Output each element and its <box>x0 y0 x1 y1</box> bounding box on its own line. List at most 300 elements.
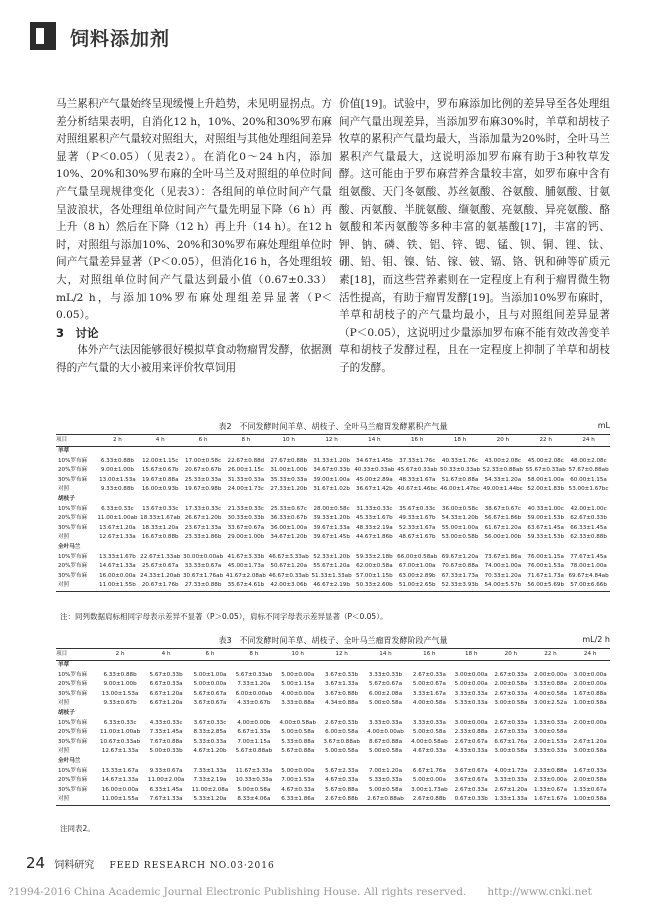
table-row <box>56 680 610 690</box>
row-label: 10%罗布麻 <box>58 719 88 726</box>
table-cell: 4.00±0.58ab <box>411 738 448 745</box>
table-row <box>56 719 610 729</box>
table-cell: 54.33±1.20b <box>441 515 479 522</box>
table-cell: 24.00±1.73c <box>227 486 265 493</box>
table-cell: 3.33±0.33a <box>454 690 488 697</box>
table-cell: 50.67±1.20a <box>270 563 308 570</box>
table-cell: 59.33±1.53b <box>527 534 565 541</box>
journal-name: 饲料研究 <box>54 860 95 871</box>
table-cell: 5.67±0.88a <box>325 786 359 793</box>
table-cell: 6.33±1.45a <box>149 786 183 793</box>
table-cell: 6.33±1.86a <box>276 795 320 805</box>
table-cell: 31.33±1.20b <box>313 457 350 464</box>
table-cell: 26.67±1.20b <box>184 515 222 522</box>
table-cell: 33.67±0.67a <box>227 524 265 531</box>
table-cell: 62.33±0.88b <box>570 534 607 541</box>
table-cell: 3.33±0.88a <box>533 681 567 688</box>
table-cell: 5.67±2.33a <box>325 767 359 774</box>
row-label: 20%罗布麻 <box>58 563 88 570</box>
table-cell: 25.33±0.67c <box>270 505 307 512</box>
table-cell: 52.33±1.20b <box>313 553 350 560</box>
table-cell: 11.67±3.33a <box>235 767 273 774</box>
table3-note: 注同表2。 <box>60 824 95 833</box>
table-cell: 26.00±1.15c <box>227 467 265 474</box>
table-cell: 5.00±0.58a <box>368 700 403 707</box>
copyright-line: ?1994-2016 China Academic Journal Electronic Publishing House. All rights reserved. http://www.cnki.net <box>8 886 592 898</box>
table-cell: 31.33±0.33a <box>227 476 265 483</box>
table-cell: 4.00±0.00b <box>237 719 271 726</box>
table-cell: 16.67±0.88b <box>141 534 179 541</box>
table-cell: 35.67±0.33c <box>399 505 436 512</box>
table-cell: 4.00±0.58a <box>533 690 567 697</box>
table-cell: 28.00±0.58c <box>313 505 350 512</box>
table-cell: 2.67±0.88b <box>320 795 364 805</box>
table-cell: 3.00±0.58a <box>533 729 567 736</box>
table-row <box>56 738 610 748</box>
table-cell: 52.00±1.83b <box>527 486 565 493</box>
table-cell: 51.67±0.88a <box>441 476 479 483</box>
col-header: 14 h <box>353 435 396 447</box>
table-cell: 20.67±0.67b <box>184 467 222 474</box>
table-cell: 5.67±0.88ab <box>235 748 273 755</box>
table-cell: 69.67±4.84ab <box>568 572 609 579</box>
table-cell: 30.33±0.33b <box>227 515 265 522</box>
group-label: 胡枝子 <box>58 495 75 502</box>
table-cell: 2.67±0.88ab <box>364 795 408 805</box>
table-cell: 40.67±1.46bc <box>397 486 438 493</box>
page-number: 24 <box>26 854 46 872</box>
table-cell: 10.33±0.33a <box>235 777 273 784</box>
table-cell: 24.33±1.20ab <box>140 572 181 579</box>
table-cell: 54.33±1.20a <box>484 476 522 483</box>
table-cell: 7.67±0.88a <box>149 738 183 745</box>
table-cell: 69.67±1.20a <box>441 553 479 560</box>
table-cell: 13.00±1.53a <box>99 476 136 483</box>
table-cell: 23.67±1.33a <box>184 524 222 531</box>
col-header: 项目 <box>56 649 96 661</box>
table3-caption: 表3 不同发酵时间羊草、胡枝子、全叶马兰瘤胃发酵阶段产气量 mL/2 h <box>218 635 610 645</box>
table-cell: 5.00±0.00a <box>412 777 446 784</box>
col-header: 20 h <box>491 649 531 661</box>
table-cell: 2.00±0.00a <box>533 671 567 678</box>
col-header: 4 h <box>139 435 182 447</box>
table-cell: 48.33±2.19a <box>356 524 393 531</box>
table-cell: 59.33±2.18b <box>356 553 393 560</box>
table-row <box>56 485 610 495</box>
table-cell: 19.67±0.98b <box>184 486 222 493</box>
table-cell: 9.00±1.00b <box>100 467 134 474</box>
table-cell: 3.67±0.67a <box>454 767 488 774</box>
col-header: 6 h <box>188 649 232 661</box>
table-cell: 45.33±1.67b <box>356 515 393 522</box>
table-cell: 6.67±1.20a <box>149 690 183 697</box>
table-cell: 3.67±0.88b <box>325 690 359 697</box>
table-cell: 31.67±1.02b <box>313 486 350 493</box>
table-cell: 55.67±1.20a <box>313 563 350 570</box>
table-cell: 2.67±0.33a <box>494 719 528 726</box>
table-cell: 33.33±0.67a <box>184 563 222 570</box>
table-cell: 1.67±0.88a <box>573 690 607 697</box>
table-cell: 16.00±0.00a <box>99 572 136 579</box>
table-cell: 5.33±0.33a <box>454 700 488 707</box>
table-cell: 40.33±0.33ab <box>354 467 395 474</box>
table-cell: 7.33±1.20a <box>237 681 271 688</box>
table2-unit: mL <box>597 421 610 430</box>
table-row <box>56 572 610 582</box>
table-cell: 7.00±1.20a <box>368 767 403 774</box>
table-cell: 48.33±1.67a <box>398 476 436 483</box>
table-cell: 8.33±4.06a <box>232 795 276 805</box>
discussion-continued: 价值[19]。试验中，罗布麻添加比例的差异导至各处理组间产气量出现差异，当添加罗布麻30%时，羊草和胡枝子牧草的累积产气量均最大，当添加量为20%时，全叶马兰累积产气量最大，这说明添加罗布麻有助于3种牧草发酵。这可能由于罗布麻营养含量较丰富，如罗布麻中含有组氨酸、天门冬氨酸、苏丝氨酸、谷氨酸、脯氨酸、甘氨酸、丙氨酸、半胱氨酸、缬氨酸、亮氨酸、异亮氨酸、酪氨酸和苯丙氨酸等多种丰富的氨基酸[17]，丰富的钙、钾、钠、磷、铁、铝、锌、锶、锰、钡、铜、锂、钛、硼、铅、钼、镍、钴、镓、铍、镉、铬、钒和砷等矿质元素[18]，而这些营养素则在一定程度上有利于瘤胃微生物活性提高，有助于瘤胃发酵[19]。当添加10%罗布麻时，羊草和胡枝子的产气量均最小，且与对照组间差异显著（P＜0.05），这说明过少量添加罗布麻不能有效改善变羊草和胡枝子发酵过程，且在一定程度上抑制了羊草和胡枝子的发酵。 <box>339 98 610 374</box>
table-cell: 5.67±0.33ab <box>235 671 273 678</box>
table-cell: 13.00±1.53a <box>101 690 139 697</box>
table-cell: 56.00±1.00b <box>484 534 522 541</box>
table-cell: 71.67±1.73a <box>527 572 564 579</box>
table-cell: 48.00±2.08c <box>570 457 607 464</box>
table-cell: 1.33±0.33a <box>533 719 567 726</box>
table-cell: 62.00±0.58a <box>356 563 393 570</box>
table-cell: 43.00±2.08c <box>484 457 521 464</box>
table-cell: 3.33±1.67a <box>412 690 446 697</box>
group-label: 羊草 <box>58 662 70 668</box>
table-cell: 14.67±1.33a <box>101 777 139 784</box>
table-cell: 5.00±0.58a <box>368 748 403 755</box>
table-cell: 70.67±0.88a <box>441 563 479 570</box>
row-label: 对照 <box>58 748 70 755</box>
table-cell: 52.33±1.67a <box>398 524 436 531</box>
table-cell: 39.67±1.33a <box>313 524 350 531</box>
table-row <box>56 795 610 805</box>
table-cell: 4.33±0.33a <box>454 748 488 755</box>
col-header: 24 h <box>570 649 610 661</box>
table-cell: 36.33±0.67b <box>270 515 308 522</box>
table-cell: 10.67±0.33ab <box>100 738 141 745</box>
table-cell: 1.33±1.33a <box>491 795 531 805</box>
table-cell: 57.67±0.88ab <box>568 467 609 474</box>
table-cell: 49.33±1.67b <box>398 515 436 522</box>
table-cell: 6.67±0.33a <box>149 681 183 688</box>
journal-issue: FEED RESEARCH NO.03·2016 <box>109 861 275 871</box>
results-paragraph: 马兰累积产气量始终呈现缓慢上升趋势，未见明显拐点。方差分析结果表明，自消化12 h，10%、20%和30%罗布麻对照组累积产气量较对照组大，对照组与其他处理组间差异显著（P＜0.05）（见表2）。在消化0～24 h内，添加10%、20%和30%罗布麻的全叶马兰及对照组的单位时间产气量呈现规律变化（见表3）：各组间的单位时间产气量呈波浪状，各处理组单位时间产气量先明显下降（6 h）再上升（8 h）然后在下降（12 h）再上升（14 h）。在12 h时，对照组与添加10%、20%和30%罗布麻处理组单位时间产气量差异显著（P＜0.05），但消化16 h，各处理组较大，对照组单位时间产气量达到最小值（0.67±0.33）mL/2 h，与添加10%罗布麻处理组差异显著（P＜0.05）。 <box>56 98 332 322</box>
table-cell: 41.67±3.33b <box>227 553 265 560</box>
table-cell: 53.00±1.67bc <box>568 486 609 493</box>
table-cell: 3.00±0.58a <box>494 748 528 755</box>
table-cell: 17.00±0.58c <box>184 457 222 464</box>
table-cell: 4.00±0.00ab <box>367 729 404 736</box>
table-cell: 5.00±0.00a <box>193 681 227 688</box>
table-cell: 63.67±1.45a <box>527 524 564 531</box>
page-footer <box>26 854 626 872</box>
group-label: 全叶马兰 <box>58 543 81 550</box>
table-cell: 7.00±1.15a <box>237 738 271 745</box>
table-cell: 2.00±0.58a <box>573 777 607 784</box>
table-cell: 3.33±0.33a <box>494 777 528 784</box>
table-cell: 19.67±0.88a <box>141 476 179 483</box>
table-row <box>56 524 610 534</box>
section-title: 饲料添加剂 <box>70 28 171 50</box>
table-cell: 60.00±1.15a <box>570 476 607 483</box>
table-cell: 6.33±0.33c <box>103 719 137 726</box>
row-label: 对照 <box>58 486 70 493</box>
table-cell: 57.00±1.15b <box>356 572 393 579</box>
table-cell: 45.00±2.89a <box>356 476 393 483</box>
table-cell: 9.33±0.67a <box>149 767 183 774</box>
table-cell: 2.67±0.88b <box>407 795 451 805</box>
table-row <box>56 776 610 786</box>
col-header: 14 h <box>364 649 408 661</box>
row-label: 10%罗布麻 <box>58 553 88 560</box>
table-cell: 11.00±2.08a <box>191 786 229 793</box>
row-label: 对照 <box>56 581 96 591</box>
col-header: 22 h <box>531 649 571 661</box>
table-cell: 50.33±0.33ab <box>439 467 481 474</box>
table-cell: 30.67±1.76ab <box>183 572 224 579</box>
table-cell: 18.33±1.67ab <box>140 515 181 522</box>
table-cell: 21.33±0.33c <box>227 505 265 512</box>
col-header: 10 h <box>267 435 310 447</box>
table-cell: 4.00±0.58ab <box>279 719 317 726</box>
table-cell: 5.00±0.67a <box>412 681 446 688</box>
table-cell: 11.00±2.00a <box>147 777 185 784</box>
table-cell: 1.67±0.33a <box>573 767 607 774</box>
row-label: 对照 <box>58 700 70 707</box>
left-column <box>56 96 332 378</box>
table-row <box>56 553 610 563</box>
table-row <box>56 728 610 738</box>
table-cell: 4.67±1.20b <box>193 748 227 755</box>
table-cell: 3.00±0.58a <box>573 748 607 755</box>
table-cell: 3.67±0.67a <box>193 700 227 707</box>
table-cell: 36.00±1.00a <box>270 524 308 531</box>
table-cell: 39.67±1.45b <box>313 534 350 541</box>
row-label: 30%罗布麻 <box>58 786 88 793</box>
table-cell: 4.00±0.58a <box>412 700 446 707</box>
table-cell: 5.33±0.88a <box>281 738 315 745</box>
table-cell: 52.33±3.93b <box>439 581 482 591</box>
row-label: 10%罗布麻 <box>58 457 88 464</box>
row-label: 30%罗布麻 <box>58 476 88 483</box>
table-row <box>56 466 610 476</box>
table2-note: 注：同列数据肩标相同字母表示差异不显著（P＞0.05），肩标不同字母表示差异显著（P＜0.05）。 <box>60 612 388 621</box>
table-cell: 61.67±1.20a <box>484 524 522 531</box>
table-cell: 6.00±0.58a <box>325 729 359 736</box>
table-cell: 51.33±1.33ab <box>311 572 352 579</box>
row-label: 对照 <box>58 534 70 541</box>
table-cell: 9.33±0.67b <box>103 700 137 707</box>
col-header: 18 h <box>439 435 482 447</box>
table-cell: 29.00±1.00b <box>227 534 265 541</box>
table-cell: 3.67±0.67a <box>454 777 488 784</box>
table-cell: 40.33±1.00c <box>527 505 564 512</box>
table-cell: 48.67±1.67b <box>398 534 436 541</box>
row-label: 20%罗布麻 <box>58 729 88 736</box>
col-header: 18 h <box>451 649 491 661</box>
table-cell: 3.33±0.88a <box>281 700 315 707</box>
section-logo-icon <box>30 22 56 50</box>
table-cell: 53.00±0.58b <box>441 534 479 541</box>
col-header: 24 h <box>567 435 610 447</box>
table-cell: 2.67±0.33a <box>454 786 488 793</box>
table-cell: 7.33±1.45a <box>149 729 183 736</box>
table-cell: 30.00±0.00ab <box>183 553 224 560</box>
row-label: 对照 <box>56 795 96 805</box>
table-cell: 9.00±1.00b <box>103 681 137 688</box>
table-cell: 57.00±6.66b <box>567 581 610 591</box>
row-label: 20%罗布麻 <box>58 515 88 522</box>
table-cell: 27.33±1.20b <box>270 486 308 493</box>
table-cell: 5.33±0.33a <box>193 738 227 745</box>
table-cell: 59.00±1.53b <box>527 515 565 522</box>
table-cell: 5.00±0.00a <box>281 767 315 774</box>
table-cell: 2.67±0.33a <box>494 729 528 736</box>
table-cell: 6.00±0.00ab <box>235 690 273 697</box>
table-cell: 41.67±2.08ab <box>225 572 266 579</box>
group-label: 胡枝子 <box>58 709 75 716</box>
table-cell: 40.33±1.76c <box>441 457 479 464</box>
table-cell: 45.00±2.08c <box>527 457 564 464</box>
col-header: 16 h <box>396 435 439 447</box>
table-cell: 46.67±2.19b <box>310 581 353 591</box>
table-cell: 7.00±1.53a <box>281 777 315 784</box>
table-cell: 1.00±0.58a <box>570 795 610 805</box>
table-cell: 13.67±0.33c <box>142 505 179 512</box>
table-cell: 27.67±0.88b <box>270 457 308 464</box>
table-cell: 46.00±1.47bc <box>440 486 480 493</box>
table-cell: 77.67±1.45a <box>570 553 607 560</box>
table-cell: 42.00±1.00c <box>570 505 607 512</box>
table-cell: 5.00±0.58a <box>237 786 271 793</box>
table-cell: 2.67±0.33b <box>325 719 359 726</box>
table-cell: 67.00±1.00a <box>398 563 436 570</box>
col-header: 8 h <box>224 435 267 447</box>
table-cell: 25.67±0.67a <box>141 563 179 570</box>
table-cell: 36.67±1.42b <box>356 486 393 493</box>
discussion-heading: 3 讨论 <box>56 325 99 340</box>
table-cell: 66.33±1.45a <box>570 524 607 531</box>
table-cell: 4.34±0.88a <box>325 700 359 707</box>
table-cell: 1.33±0.67a <box>573 786 607 793</box>
table-cell: 11.00±1.00ab <box>97 515 138 522</box>
table-cell: 2.67±0.67a <box>454 738 488 745</box>
table-cell: 13.33±1.67b <box>99 553 136 560</box>
table-cell: 3.00±1.73ab <box>411 786 448 793</box>
col-header: 16 h <box>407 649 451 661</box>
table-cell: 9.33±0.88b <box>100 486 134 493</box>
table-cell: 25.33±0.33a <box>184 476 222 483</box>
table-cell: 46.67±3.33ab <box>268 553 309 560</box>
table-cell: 5.00±0.00a <box>454 681 488 688</box>
table-cell: 6.67±1.20a <box>149 700 183 707</box>
table-row <box>56 786 610 796</box>
table-cell: 16.00±0.93b <box>141 486 179 493</box>
table-cell: 5.00±0.00a <box>281 671 315 678</box>
table-cell: 56.00±5.69b <box>524 581 567 591</box>
right-column <box>339 96 610 378</box>
table-cell: 35.33±0.33a <box>270 476 308 483</box>
table-cell: 5.67±0.88a <box>281 748 315 755</box>
table-cell: 5.00±0.58a <box>368 786 403 793</box>
table-cell: 6.33±0.88b <box>100 457 134 464</box>
page-header <box>26 10 626 60</box>
table-row <box>56 699 610 709</box>
table-cell: 50.33±2.60b <box>353 581 396 591</box>
table-cell: 11.00±1.55b <box>96 581 139 591</box>
table-row <box>56 533 610 543</box>
table-cell: 36.00±0.58c <box>441 505 479 512</box>
table-cell: 2.33±0.88a <box>533 767 567 774</box>
table-cell: 5.00±0.58a <box>325 748 359 755</box>
col-header: 项目 <box>56 435 96 447</box>
table-cell: 46.67±0.33ab <box>268 572 309 579</box>
table-cell: 54.00±5.57b <box>481 581 524 591</box>
col-header: 20 h <box>481 435 524 447</box>
table-cell: 3.00±0.00a <box>454 719 488 726</box>
table-cell: 3.00±0.00a <box>454 671 488 678</box>
table-cell: 18.33±1.20a <box>141 524 179 531</box>
table-cell: 13.33±1.67a <box>101 767 139 774</box>
table-cell: 12.67±1.33a <box>99 534 136 541</box>
table-cell: 5.00±1.15a <box>281 681 315 688</box>
table-cell: 11.00±1.00ab <box>100 729 141 736</box>
table-cell: 5.67±0.33b <box>149 671 183 678</box>
row-label: 10%罗布麻 <box>58 505 88 512</box>
table-cell: 3.67±0.33c <box>193 719 227 726</box>
table-row <box>56 671 610 681</box>
table-cell: 66.00±0.58ab <box>397 553 438 560</box>
table-row <box>56 514 610 524</box>
table2 <box>56 434 610 592</box>
table-cell: 34.67±0.33b <box>313 467 350 474</box>
table-cell: 4.00±0.00a <box>281 690 315 697</box>
table-cell: 44.67±1.86b <box>356 534 393 541</box>
table-cell: 35.67±4.61b <box>224 581 267 591</box>
table-cell: 3.33±0.33b <box>368 671 403 678</box>
table-cell: 4.00±1.73a <box>494 767 528 774</box>
table-cell: 3.33±0.33a <box>412 719 446 726</box>
table-cell: 17.33±0.33c <box>184 505 222 512</box>
table-cell: 12.67±1.33a <box>101 748 139 755</box>
table3-unit: mL/2 h <box>582 635 610 644</box>
table-cell: 76.00±1.15a <box>527 553 564 560</box>
table-cell: 74.00±1.00a <box>484 563 522 570</box>
discussion-paragraph: 体外产气法因能够很好模拟草食动物瘤胃发酵，依据测得的产气量的大小被用来评价牧草饲用 <box>56 344 332 374</box>
table-cell: 2.67±0.33a <box>494 690 528 697</box>
table-cell: 3.33±0.33a <box>533 748 567 755</box>
table-cell: 63.00±2.89b <box>398 572 436 579</box>
table-cell: 6.67±1.33a <box>237 729 271 736</box>
table-cell: 4.67±0.33a <box>325 777 359 784</box>
group-label: 羊草 <box>58 448 70 454</box>
table-cell: 67.33±1.73a <box>441 572 479 579</box>
table-cell: 1.67±1.67a <box>531 795 571 805</box>
table-cell: 49.00±1.44bc <box>482 486 523 493</box>
table-cell: 2.67±0.33a <box>494 671 528 678</box>
table-cell: 3.00±2.52a <box>533 700 567 707</box>
table-cell: 56.67±1.86b <box>484 515 522 522</box>
table-cell: 1.00±0.58a <box>573 700 607 707</box>
table-cell: 78.00±1.00a <box>570 563 607 570</box>
table-cell: 6.67±1.76a <box>412 767 446 774</box>
table-cell: 6.00±2.08a <box>368 690 403 697</box>
table2-caption: 表2 不同发酵时间羊草、胡枝子、全叶马兰瘤胃发酵累积产气量 mL <box>218 421 610 431</box>
table-row <box>56 581 610 591</box>
table-row <box>56 457 610 467</box>
table-cell: 5.00±1.00a <box>193 671 227 678</box>
col-header: 22 h <box>524 435 567 447</box>
table-cell: 4.67±0.33a <box>412 748 446 755</box>
table-cell: 31.00±1.00b <box>270 467 308 474</box>
table-row <box>56 476 610 486</box>
